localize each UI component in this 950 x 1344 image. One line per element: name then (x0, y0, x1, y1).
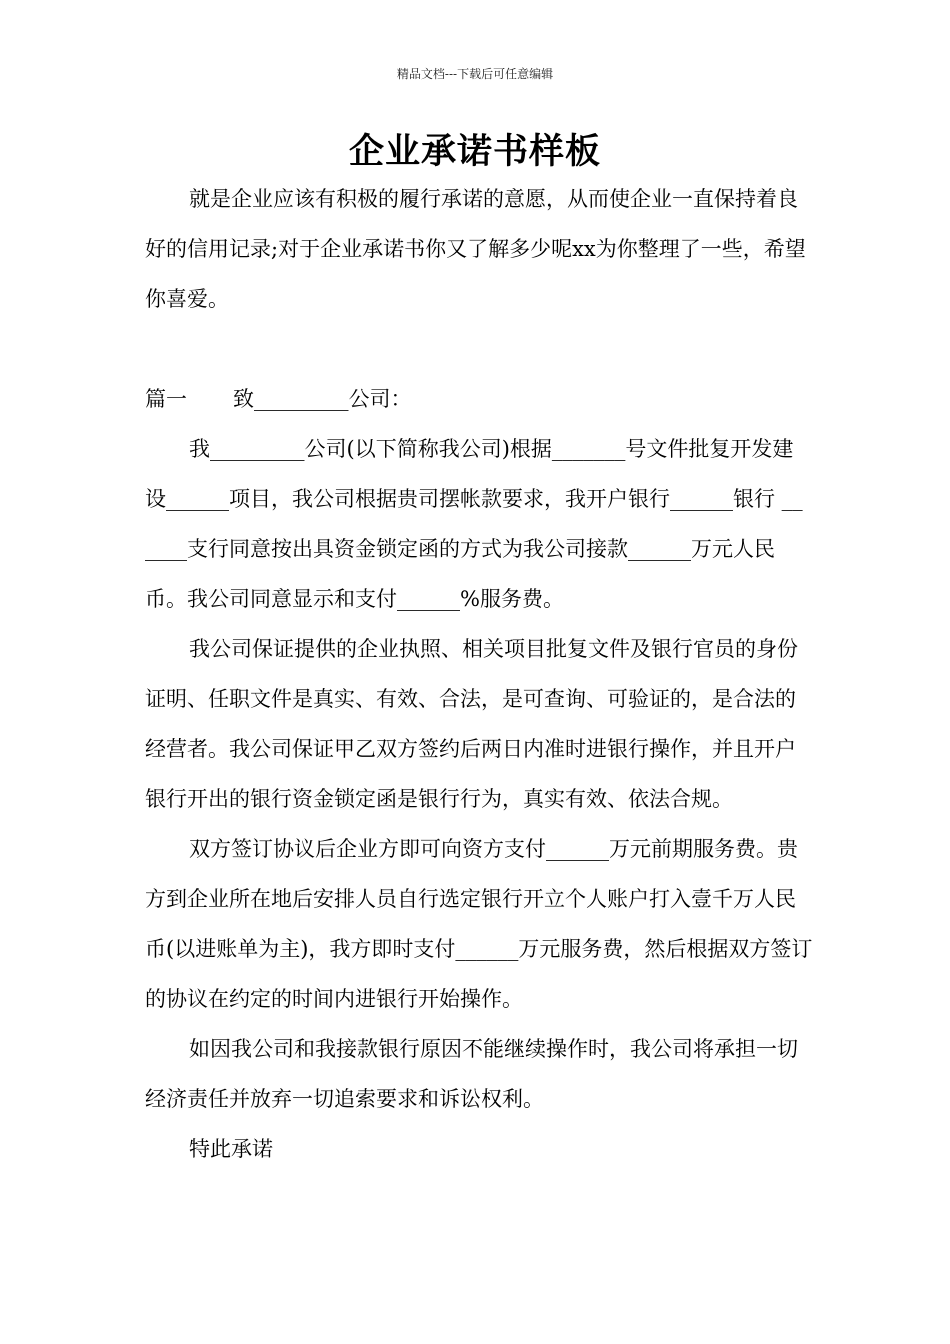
paragraph-payment: 双方签订协议后企业方即可向资方支付______万元前期服务费。贵方到企业所在地后安排人员自行选定银行开立个人账户打入壹千万人民币(以进账单为主)，我方即时支付______万元服务费，然后根据双方签订的协议在约定的时间内进银行开始操作。 (145, 837, 813, 1011)
paragraph-guarantee: 我公司保证提供的企业执照、相关项目批复文件及银行官员的身份证明、任职文件是真实、有效、合法，是可查询、可验证的，是合法的经营者。我公司保证甲乙双方签约后两日内准时进银行操作，并且开户银行开出的银行资金锁定函是银行行为，真实有效、依法合规。 (145, 637, 798, 811)
document-body (145, 174, 813, 1174)
intro-paragraph: 就是企业应该有积极的履行承诺的意愿，从而使企业一直保持着良好的信用记录;对于企业承诺书你又了解多少呢xx为你整理了一些，希望你喜爱。 (145, 187, 806, 311)
section-label: 篇一 (145, 387, 187, 411)
blank-line (145, 324, 813, 374)
document-title: 企业承诺书样板 (348, 131, 601, 172)
paragraph-closing: 特此承诺 (189, 1137, 273, 1161)
paragraph-terms: 我_________公司(以下简称我公司)根据_______号文件批复开发建设______项目，我公司根据贵司摆帐款要求，我开户银行______银行 ______支行同意按出具资金锁定函的方式为我公司接款______万元人民币。我公司同意显示和支付______%服务费。 (145, 437, 803, 611)
salutation-text: 致_________公司： (233, 387, 412, 411)
salutation-line (145, 374, 813, 424)
paragraph-liability: 如因我公司和我接款银行原因不能继续操作时，我公司将承担一切经济责任并放弃一切追索要求和诉讼权利。 (145, 1037, 798, 1111)
header-note: 精品文档---下载后可任意编辑 (396, 67, 554, 81)
